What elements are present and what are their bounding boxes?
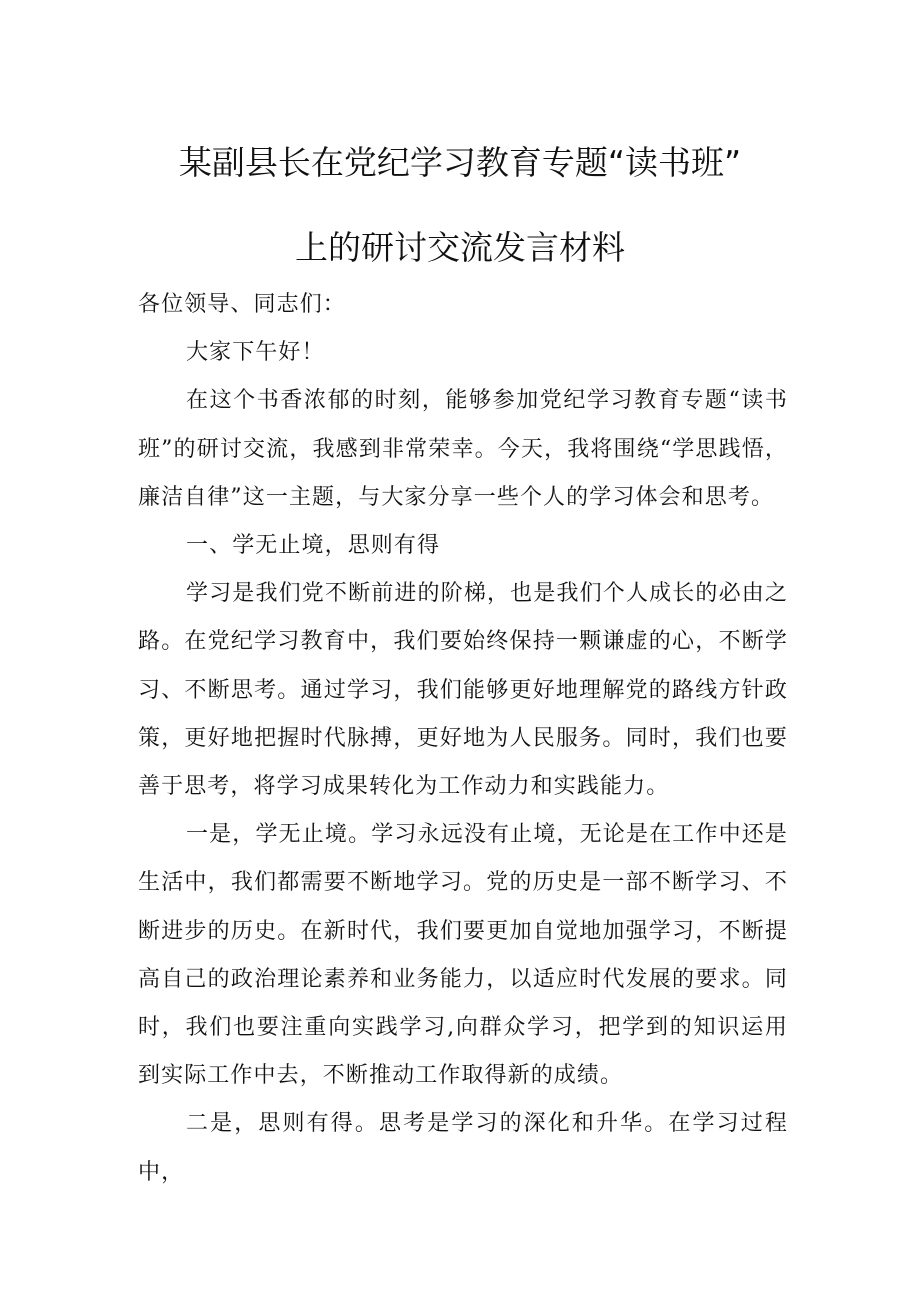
paragraph-section-1: 学习是我们党不断前进的阶梯，也是我们个人成长的必由之路。在党纪学习教育中，我们要始终保持一颗谦虚的心，不断学习、不断思考。通过学习，我们能够更好地理解党的路线方针政策，更好地把握时代脉搏，更好地为人民服务。同时，我们也要善于思考，将学习成果转化为工作动力和实践能力。: [138, 581, 788, 800]
document-body: [138, 281, 788, 1197]
paragraph-point-1: 一是，学无止境。学习永远没有止境，无论是在工作中还是生活中，我们都需要不断地学习。党的历史是一部不断学习、不断进步的历史。在新时代，我们要更加自觉地加强学习，不断提高自己的政治理论素养和业务能力，以适应时代发展的要求。同时，我们也要注重向实践学习,向群众学习，把学到的知识运用到实际工作中去，不断推动工作取得新的成绩。: [138, 822, 788, 1089]
paragraph-point-2: 二是，思则有得。思考是学习的深化和升华。在学习过程中，: [138, 1111, 788, 1185]
document-title-line-2: 上的研讨交流发言材料: [295, 228, 625, 267]
section-heading-1: 一、学无止境，思则有得: [186, 533, 441, 559]
salutation: 各位领导、同志们：: [138, 292, 346, 317]
paragraph-intro: 在这个书香浓郁的时刻，能够参加党纪学习教育专题“读书班”的研讨交流，我感到非常荣幸。今天，我将围绕“学思践悟，廉洁自律”这一主题，与大家分享一些个人的学习体会和思考。: [138, 388, 788, 510]
paragraph-greeting: 大家下午好！: [186, 340, 325, 366]
document-title-line-1: 某副县长在党纪学习教育专题“读书班”: [178, 143, 742, 182]
